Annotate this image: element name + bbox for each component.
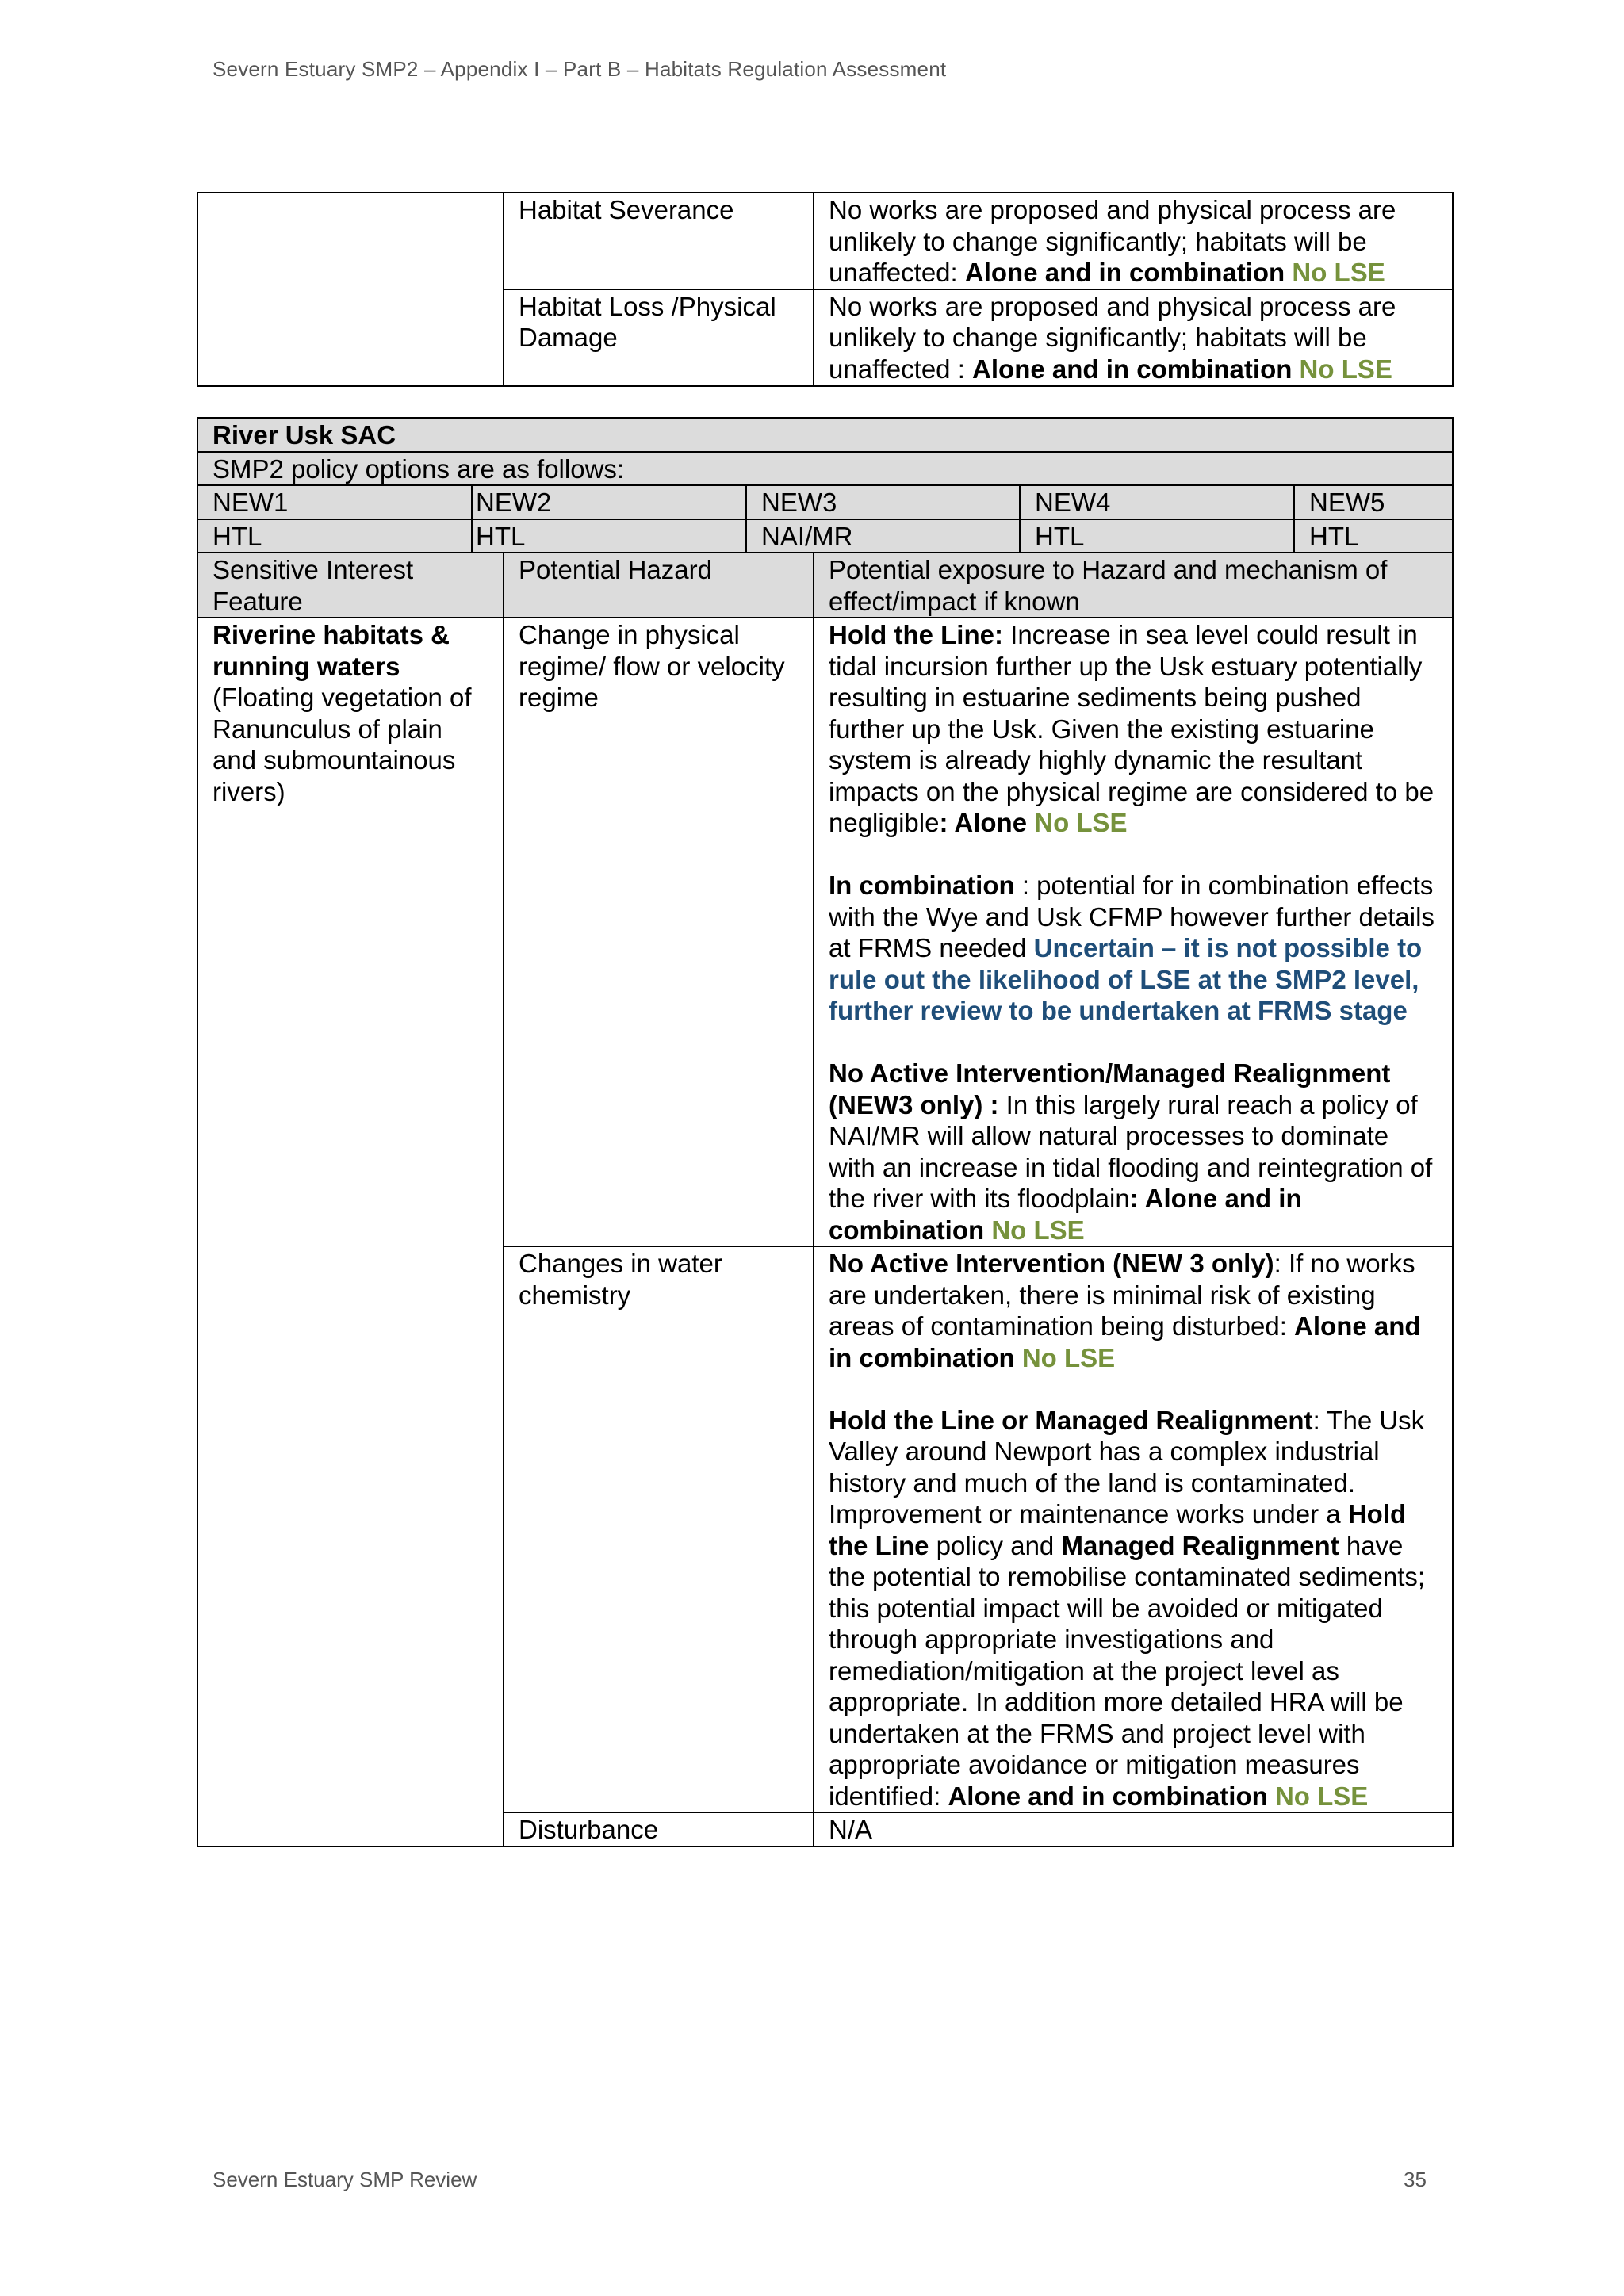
river-usk-sac-table [197, 417, 1454, 1847]
policy-intro: SMP2 policy options are as follows: [197, 452, 1453, 486]
table-title-row [197, 418, 1453, 452]
no-lse-label: No LSE [1292, 354, 1392, 384]
footer-title: Severn Estuary SMP Review [213, 2168, 477, 2191]
policy-cell: NAI/MR [746, 519, 1020, 553]
policy-unit-row [197, 485, 1453, 519]
sensitive-feature-cell: Riverine habitats & running waters (Floating vegetation of Ranunculus of plain and submountainous rivers) [197, 618, 504, 1846]
no-lse-label: No LSE [1267, 1781, 1369, 1811]
uncertain-label: Uncertain – it is not possible to rule out the likelihood of LSE at the SMP2 level, further review to be undertaken at FRMS stage [829, 933, 1423, 1025]
policy-row [197, 519, 1453, 553]
no-lse-label: No LSE [1285, 258, 1385, 287]
page-number: 35 [1404, 2168, 1427, 2191]
running-header: Severn Estuary SMP2 – Appendix I – Part B – Habitats Regulation Assessment [213, 57, 947, 81]
exposure-cell: N/A [814, 1812, 1453, 1846]
exposure-cell: Hold the Line: Increase in sea level could result in tidal incursion further up the Usk estuary potentially resulting in estuarine sediments being pushed further up the Usk. Given the existing estuarine system is already highly dynamic the resultant impacts on the physical regime are considered to be negligible: Alone No LSE In combination : potential for in combination effects with the Wye and Usk CFMP however further details at FRMS needed Uncertain – it is not possible to rule out the likelihood of LSE at the SMP2 level, further review to be undertaken at FRMS stage No Active Intervention/Managed Realignment (NEW3 only) : In this largely rural reach a policy of NAI/MR will allow natural processes to dominate with an increase in tidal flooding and reintegration of the river with its floodplain: Alone and in combination No LSE [814, 618, 1453, 1246]
continuation-table [197, 192, 1454, 387]
no-lse-label: No LSE [1027, 808, 1128, 837]
hazard-cell: Habitat Loss /Physical Damage [504, 289, 814, 386]
policy-cell: HTL [472, 519, 746, 553]
policy-unit-cell: NEW5 [1294, 485, 1453, 519]
no-lse-label: No LSE [1014, 1342, 1116, 1372]
policy-cell: HTL [197, 519, 472, 553]
hazard-cell: Habitat Severance [504, 193, 814, 289]
exposure-cell: No Active Intervention (NEW 3 only): If no works are undertaken, there is minimal risk of existing areas of contamination being disturbed: Alone and in combination No LSE Hold the Line or Managed Realignment: The Usk Valley around Newport has a complex industrial history and much of the land is contaminated. Improvement or maintenance works under a Hold the Line policy and Managed Realignment have the potential to remobilise contaminated sediments; this potential impact will be avoided or mitigated through appropriate investigations and remediation/mitigation at the project level as appropriate. In addition more detailed HRA will be undertaken at the FRMS and project level with appropriate avoidance or mitigation measures identified: Alone and in combination No LSE [814, 1246, 1453, 1812]
exposure-cell: No works are proposed and physical process are unlikely to change significantly; habitats will be unaffected : Alone and in combination No LSE [814, 289, 1453, 386]
policy-unit-cell: NEW3 [746, 485, 1020, 519]
column-header-feature: Sensitive Interest Feature [197, 553, 504, 618]
policy-unit-cell: NEW1 [197, 485, 472, 519]
table-row [197, 193, 1453, 289]
column-header-exposure: Potential exposure to Hazard and mechanism of effect/impact if known [814, 553, 1453, 618]
column-header-hazard: Potential Hazard [504, 553, 814, 618]
exposure-cell: No works are proposed and physical process are unlikely to change significantly; habitats will be unaffected: Alone and in combination No LSE [814, 193, 1453, 289]
feature-cell-empty [197, 193, 504, 386]
policy-unit-cell: NEW4 [1020, 485, 1294, 519]
policy-intro-row [197, 452, 1453, 486]
hazard-cell: Changes in water chemistry [504, 1246, 814, 1812]
policy-cell: HTL [1020, 519, 1294, 553]
table-row [197, 618, 1453, 1246]
policy-unit-cell: NEW2 [472, 485, 746, 519]
policy-cell: HTL [1294, 519, 1453, 553]
column-header-row [197, 553, 1453, 618]
table-title: River Usk SAC [197, 418, 1453, 452]
hazard-cell: Change in physical regime/ flow or velocity regime [504, 618, 814, 1246]
no-lse-label: No LSE [984, 1215, 1085, 1245]
hazard-cell: Disturbance [504, 1812, 814, 1846]
